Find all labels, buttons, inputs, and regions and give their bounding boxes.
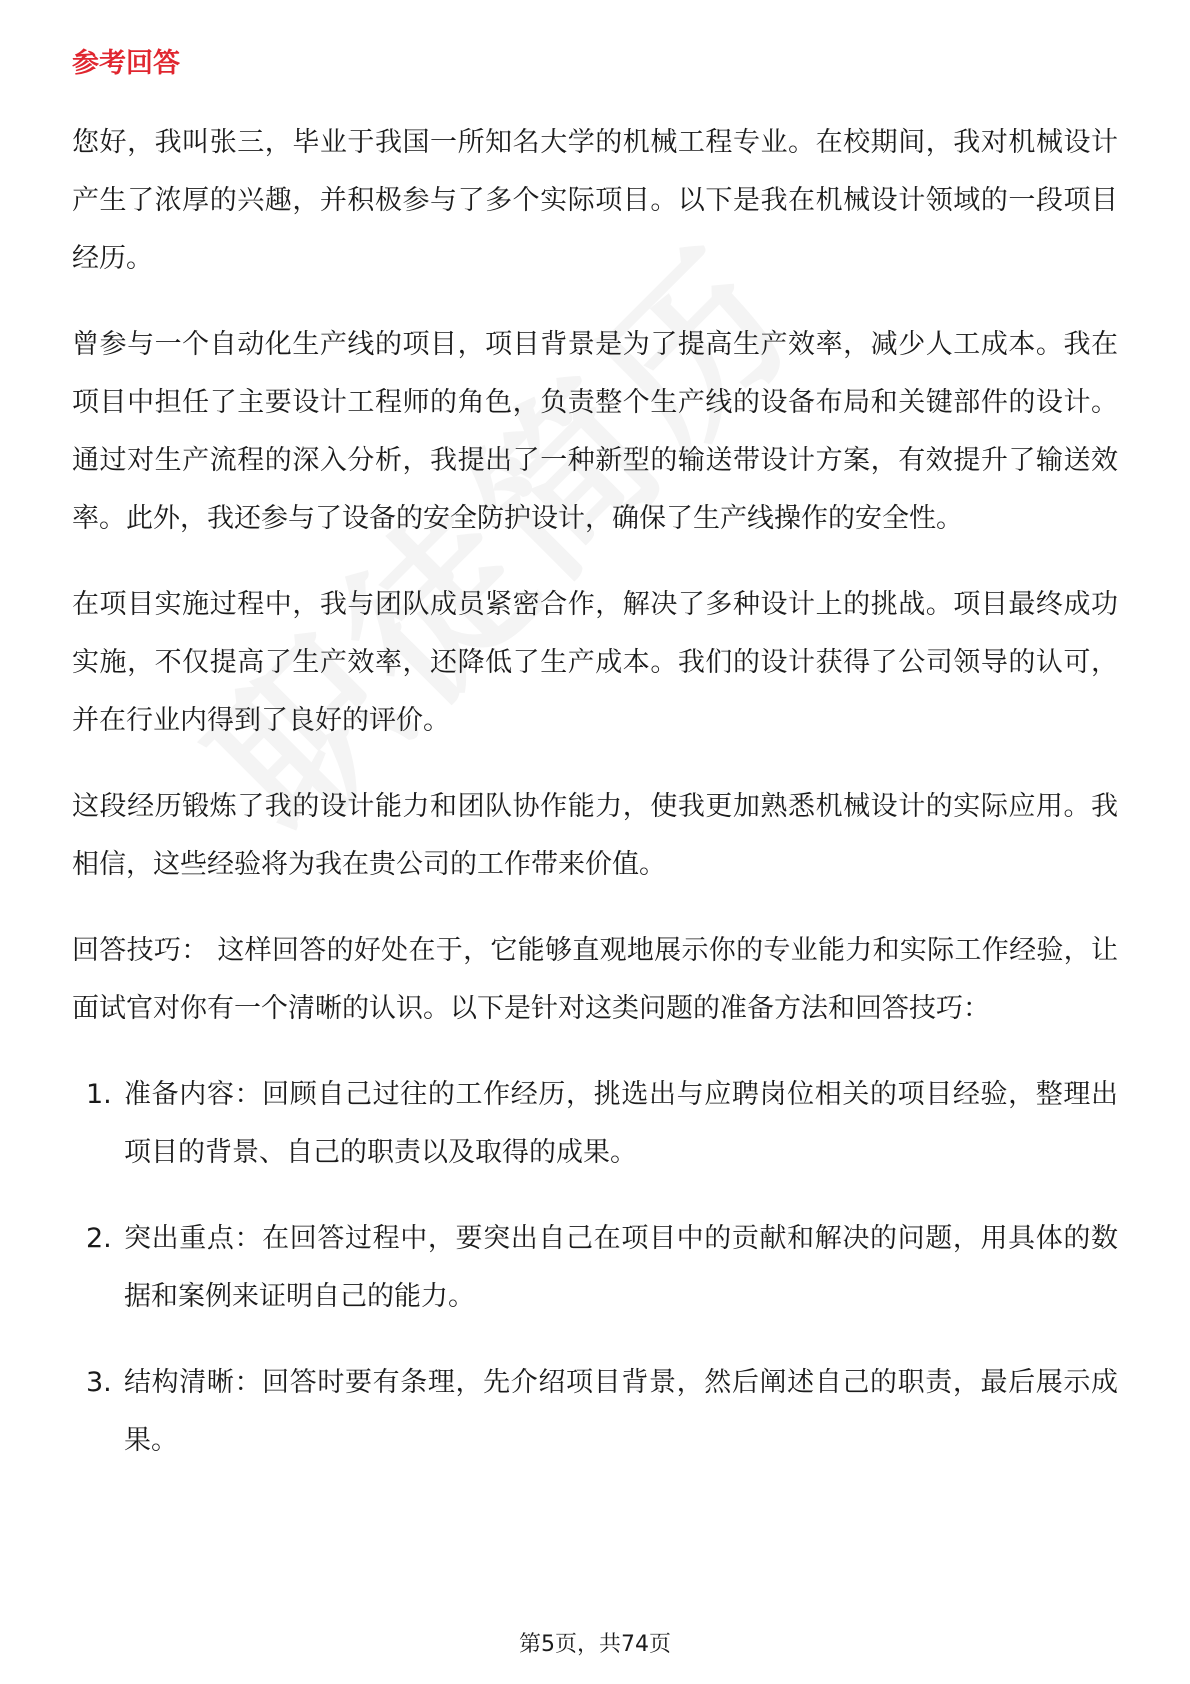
list-number: 1. <box>86 1079 112 1110</box>
list-item-text: 准备内容：回顾自己过往的工作经历，挑选出与应聘岗位相关的项目经验，整理出项目的背景、自己的职责以及取得的成果。 <box>124 1079 1118 1168</box>
list-item <box>72 1210 1118 1326</box>
section-heading: 参考回答 <box>72 48 180 79</box>
tips-list <box>72 1066 1118 1470</box>
list-item <box>72 1066 1118 1182</box>
page-content <box>72 44 1118 1498</box>
paragraph-conclusion: 这段经历锻炼了我的设计能力和团队协作能力，使我更加熟悉机械设计的实际应用。我相信，这些经验将为我在贵公司的工作带来价值。 <box>72 791 1118 880</box>
page-footer: 第5页，共74页 <box>519 1632 671 1657</box>
list-item <box>72 1354 1118 1470</box>
list-item-text: 突出重点：在回答过程中，要突出自己在项目中的贡献和解决的问题，用具体的数据和案例来证明自己的能力。 <box>124 1223 1118 1312</box>
paragraph-tips-intro: 回答技巧： 这样回答的好处在于，它能够直观地展示你的专业能力和实际工作经验，让面试官对你有一个清晰的认识。以下是针对这类问题的准备方法和回答技巧： <box>72 935 1118 1024</box>
paragraph-intro: 您好，我叫张三，毕业于我国一所知名大学的机械工程专业。在校期间，我对机械设计产生了浓厚的兴趣，并积极参与了多个实际项目。以下是我在机械设计领域的一段项目经历。 <box>72 127 1118 274</box>
list-number: 3. <box>86 1367 112 1398</box>
paragraph-project: 曾参与一个自动化生产线的项目，项目背景是为了提高生产效率，减少人工成本。我在项目中担任了主要设计工程师的角色，负责整个生产线的设备布局和关键部件的设计。通过对生产流程的深入分析，我提出了一种新型的输送带设计方案，有效提升了输送效率。此外，我还参与了设备的安全防护设计，确保了生产线操作的安全性。 <box>72 329 1118 534</box>
list-item-text: 结构清晰：回答时要有条理，先介绍项目背景，然后阐述自己的职责，最后展示成果。 <box>124 1367 1118 1456</box>
paragraph-implementation: 在项目实施过程中，我与团队成员紧密合作，解决了多种设计上的挑战。项目最终成功实施，不仅提高了生产效率，还降低了生产成本。我们的设计获得了公司领导的认可，并在行业内得到了良好的评价。 <box>72 589 1118 736</box>
list-number: 2. <box>86 1223 112 1254</box>
